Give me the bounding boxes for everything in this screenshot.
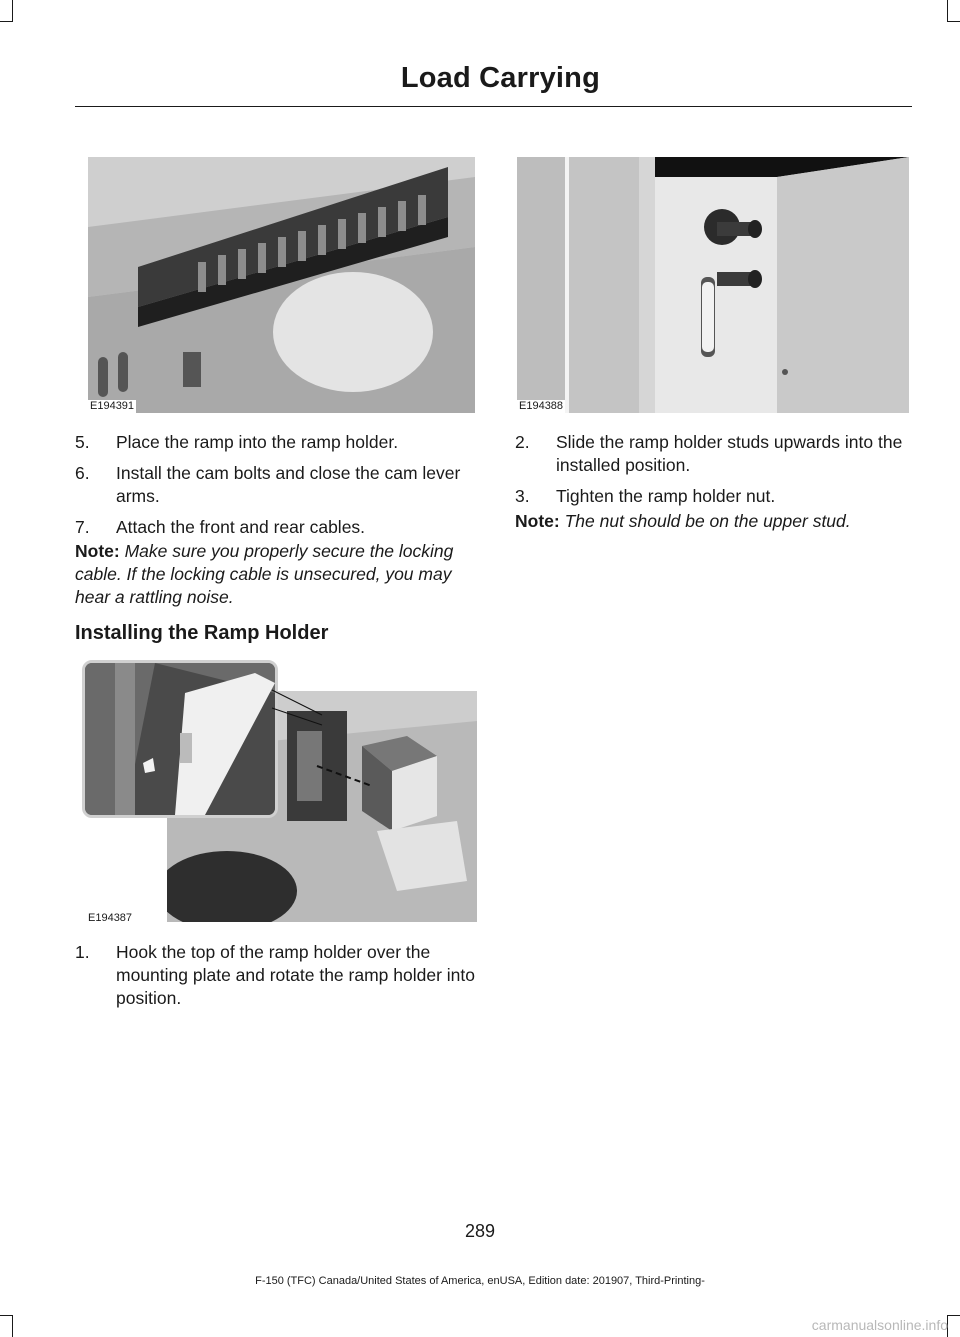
ramp-rail-illustration (88, 157, 475, 413)
crop-mark (947, 1315, 960, 1316)
section-heading: Installing the Ramp Holder (75, 622, 329, 644)
crop-mark (0, 1315, 13, 1316)
figure-install-ramp-holder (82, 660, 477, 922)
steps-list-after (75, 941, 480, 1018)
list-item: 3. Tighten the ramp holder nut. (515, 486, 776, 506)
crop-mark (947, 0, 948, 22)
list-item: 6. Install the cam bolts and close the cam lever arms. (75, 463, 461, 506)
right-note (515, 510, 915, 533)
page-title: Load Carrying (400, 62, 600, 94)
note-text: Make sure you properly secure the locking cable. If the locking cable is unsecured, you may hear a rattling noise. (75, 541, 454, 607)
figure-code: E194391 (90, 400, 135, 412)
edition-footer: F-150 (TFC) Canada/United States of America, enUSA, Edition date: 201907, Third-Printing- (255, 1275, 705, 1287)
figure-code: E194388 (519, 400, 564, 412)
right-steps-list (515, 431, 910, 516)
figure-code: E194387 (88, 912, 133, 924)
figure-ramp-rail (88, 157, 475, 413)
crop-mark (12, 1315, 13, 1337)
crop-mark (12, 0, 13, 22)
page-number: 289 (464, 1221, 496, 1241)
note-label: Note: (515, 511, 560, 531)
note (75, 540, 470, 609)
list-item: 1. Hook the top of the ramp holder over the mounting plate and rotate the ramp holder into position. (75, 942, 475, 1008)
steps-list (75, 431, 480, 547)
crop-mark (0, 21, 13, 22)
note-label: Note: (75, 541, 120, 561)
list-item: 5. Place the ramp into the ramp holder. (75, 432, 399, 452)
list-item: 2. Slide the ramp holder studs upwards into the installed position. (515, 432, 903, 475)
callout-lines (82, 660, 477, 922)
note-text: The nut should be on the upper stud. (564, 511, 851, 531)
list-item: 7. Attach the front and rear cables. (75, 517, 366, 537)
ramp-holder-studs-illustration (517, 157, 909, 413)
crop-mark (947, 21, 960, 22)
watermark: carmanualsonline.info (811, 1317, 948, 1333)
title-divider (75, 106, 912, 107)
figure-ramp-holder-studs (517, 157, 909, 413)
